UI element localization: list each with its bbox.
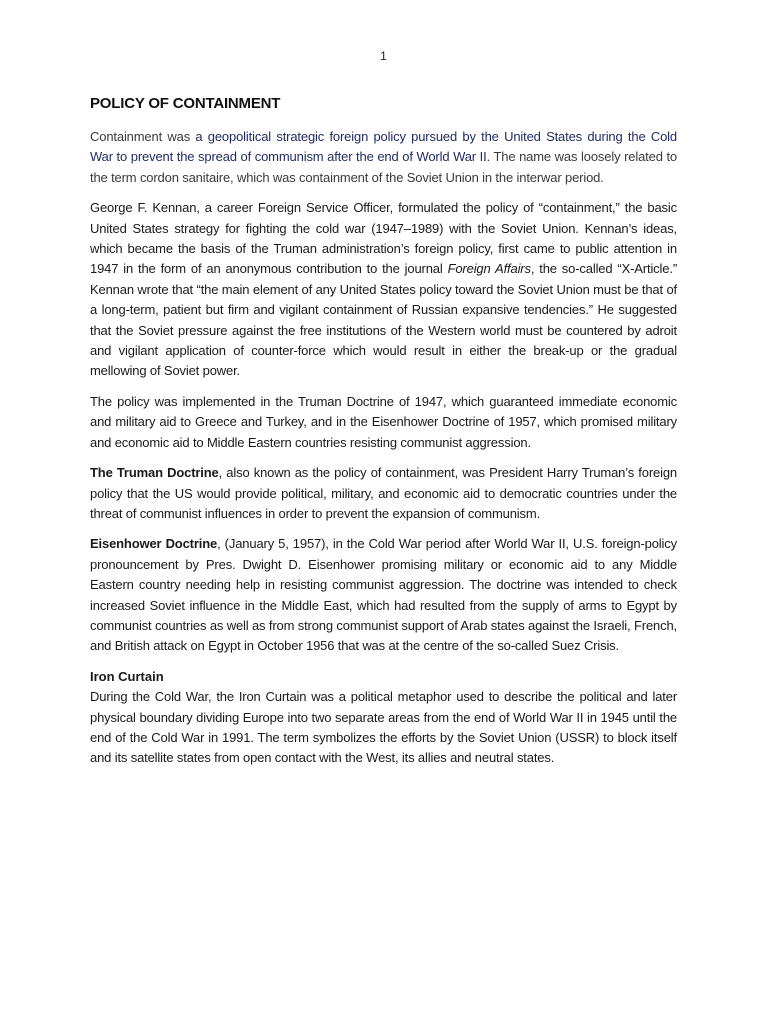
iron-curtain-heading: Iron Curtain: [90, 668, 164, 684]
intro-highlight: a geopolitical strategic foreign policy pursued by the United States during the Cold War to prevent the spread of communism after the end of World War II: [90, 129, 677, 165]
truman-text: , also known as the policy of containment, was President Harry Truman’s foreign policy that the US would provide political, military, and economic aid to democratic countries under the threat of communist influences in order to prevent the expansion of communism.: [90, 465, 677, 521]
intro-text-post: . The name was loosely related to the term cordon sanitaire, which was containment of the Soviet Union in the interwar period.: [90, 149, 677, 185]
intro-paragraph: [90, 127, 677, 188]
truman-doctrine-term: The Truman Doctrine: [90, 465, 219, 481]
eisenhower-paragraph: [90, 534, 677, 656]
truman-paragraph: [90, 463, 677, 524]
kennan-paragraph: [90, 198, 677, 382]
kennan-text-1: George F. Kennan, a career Foreign Service Officer, formulated the policy of “containment,” the basic United States strategy for fighting the cold war (1947–1989) with the Soviet Union. Kennan’s ideas, which became the basis of the Truman administration’s foreign policy, first came to public attention in 1947 in the form of an anonymous contribution to the journal: [90, 200, 677, 277]
implemented-paragraph: The policy was implemented in the Truman Doctrine of 1947, which guaranteed immediate economic and military aid to Greece and Turkey, and in the Eisenhower Doctrine of 1957, which promised military and economic aid to Middle Eastern countries resisting communist aggression.: [90, 393, 677, 450]
document-body: [90, 127, 677, 779]
kennan-text-2: , the so-called “X-Article.” Kennan wrote that “the main element of any United States policy toward the Soviet Union must be that of a long-term, patient but firm and vigilant containment of Russian expansive tendencies.” He suggested that the Soviet pressure against the free institutions of the Western world must be countered by adroit and vigilant application of counter-force which would result in either the break-up or the gradual mellowing of Soviet power.: [90, 261, 677, 379]
iron-curtain-paragraph: During the Cold War, the Iron Curtain was a political metaphor used to describe the political and later physical boundary dividing Europe into two separate areas from the end of World War II in 1945 until the end of the Cold War in 1991. The term symbolizes the efforts by the Soviet Union (USSR) to block itself and its satellite states from open contact with the West, its allies and neutral states.: [90, 689, 677, 766]
eisenhower-doctrine-term: Eisenhower Doctrine: [90, 536, 218, 552]
journal-name: Foreign Affairs: [447, 261, 531, 277]
intro-text-pre: Containment was: [90, 129, 196, 144]
page-number: 1: [380, 49, 387, 63]
eisenhower-text: , (January 5, 1957), in the Cold War period after World War II, U.S. foreign-policy pronouncement by Pres. Dwight D. Eisenhower promising military or economic aid to any Middle Eastern country needing help in resisting communist aggression. The doctrine was intended to check increased Soviet influence in the Middle East, which had resulted from the supply of arms to Egypt by communist countries as well as from strong communist support of Arab states against the Israeli, French, and British attack on Egypt in October 1956 that was at the centre of the so-called Suez Crisis.: [90, 536, 677, 654]
document-title: POLICY OF CONTAINMENT: [90, 95, 281, 112]
